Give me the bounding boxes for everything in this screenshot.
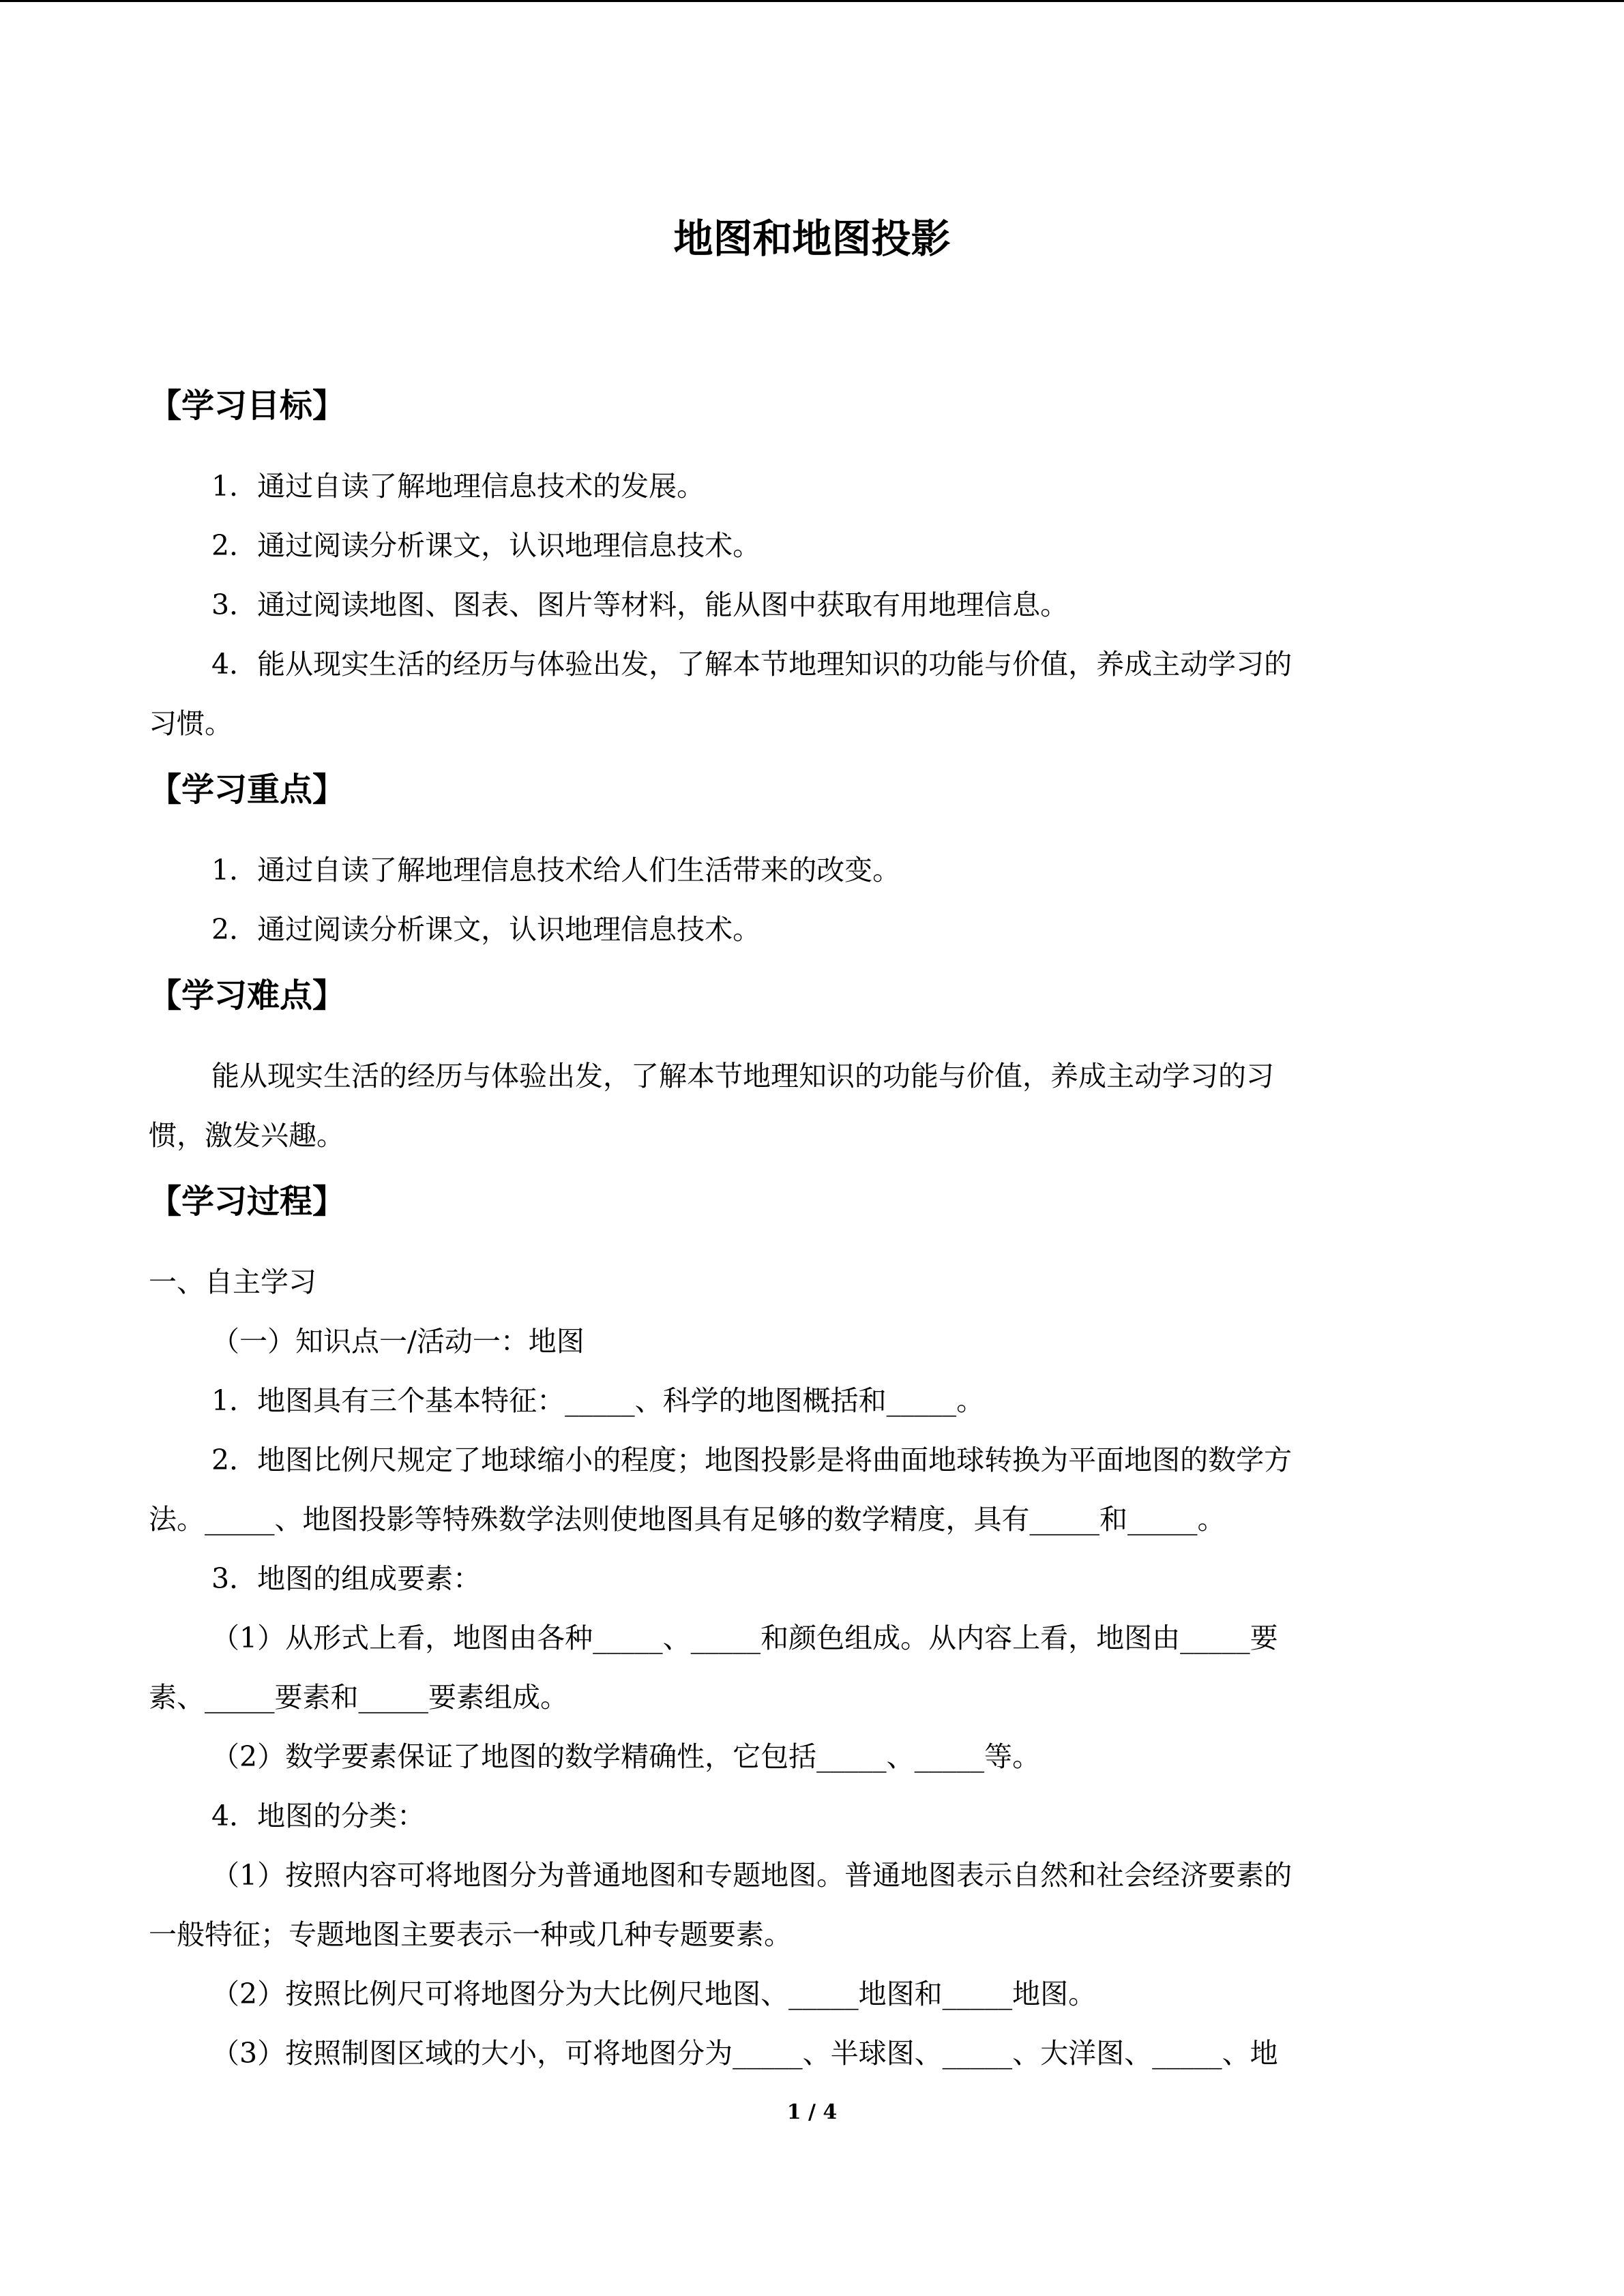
process-question: 4．地图的分类： [211,1800,426,1832]
section-heading-difficulties: 【学习难点】 [149,976,346,1015]
section-heading-key-points: 【学习重点】 [149,771,346,809]
top-border-rule [0,0,1624,2]
difficulty-text: 能从现实生活的经历与体验出发，了解本节地理知识的功能与价值，养成主动学习的习 [211,1060,1274,1092]
process-subquestion: （2）数学要素保证了地图的数学精确性，它包括_____、_____等。 [211,1740,1041,1773]
objective-item: 4．能从现实生活的经历与体验出发，了解本节地理知识的功能与价值，养成主动学习的 [211,648,1293,681]
process-subquestion-continuation: 一般特征；专题地图主要表示一种或几种专题要素。 [149,1918,792,1951]
section-heading-objectives: 【学习目标】 [149,387,346,425]
process-question: 3．地图的组成要素： [211,1562,482,1595]
difficulty-text-continuation: 惯，激发兴趣。 [149,1119,344,1152]
process-subquestion-continuation: 素、_____要素和_____要素组成。 [149,1681,568,1714]
key-point-item: 2．通过阅读分析课文，认识地理信息技术。 [211,913,761,946]
objective-item: 3．通过阅读地图、图表、图片等材料，能从图中获取有用地理信息。 [211,588,1069,621]
process-subquestion: （1）按照内容可将地图分为普通地图和专题地图。普通地图表示自然和社会经济要素的 [211,1859,1293,1892]
process-subquestion: （2）按照比例尺可将地图分为大比例尺地图、_____地图和_____地图。 [211,1978,1097,2010]
page-number: 1 / 4 [786,2100,838,2124]
process-question: 2．地图比例尺规定了地球缩小的程度；地图投影是将曲面地球转换为平面地图的数学方 [211,1444,1293,1476]
process-subquestion: （3）按照制图区域的大小，可将地图分为_____、半球图、_____、大洋图、_____、地 [211,2037,1278,2070]
objective-item: 2．通过阅读分析课文，认识地理信息技术。 [211,529,761,562]
process-question: 1．地图具有三个基本特征：_____、科学的地图概括和_____。 [211,1384,985,1417]
objective-item-continuation: 习惯。 [149,707,233,740]
process-subheading: 一、自主学习 [149,1266,316,1298]
page-title: 地图和地图投影 [673,215,951,262]
key-point-item: 1．通过自读了解地理信息技术给人们生活带来的改变。 [211,854,901,886]
process-subquestion: （1）从形式上看，地图由各种_____、_____和颜色组成。从内容上看，地图由_____要 [211,1622,1278,1654]
objective-item: 1．通过自读了解地理信息技术的发展。 [211,470,705,503]
document-body [149,382,1479,2083]
process-topic: （一）知识点一/活动一：地图 [211,1325,585,1358]
section-heading-process: 【学习过程】 [149,1182,346,1221]
process-question-continuation: 法。_____、地图投影等特殊数学法则使地图具有足够的数学精度，具有_____和_____。 [149,1503,1226,1536]
